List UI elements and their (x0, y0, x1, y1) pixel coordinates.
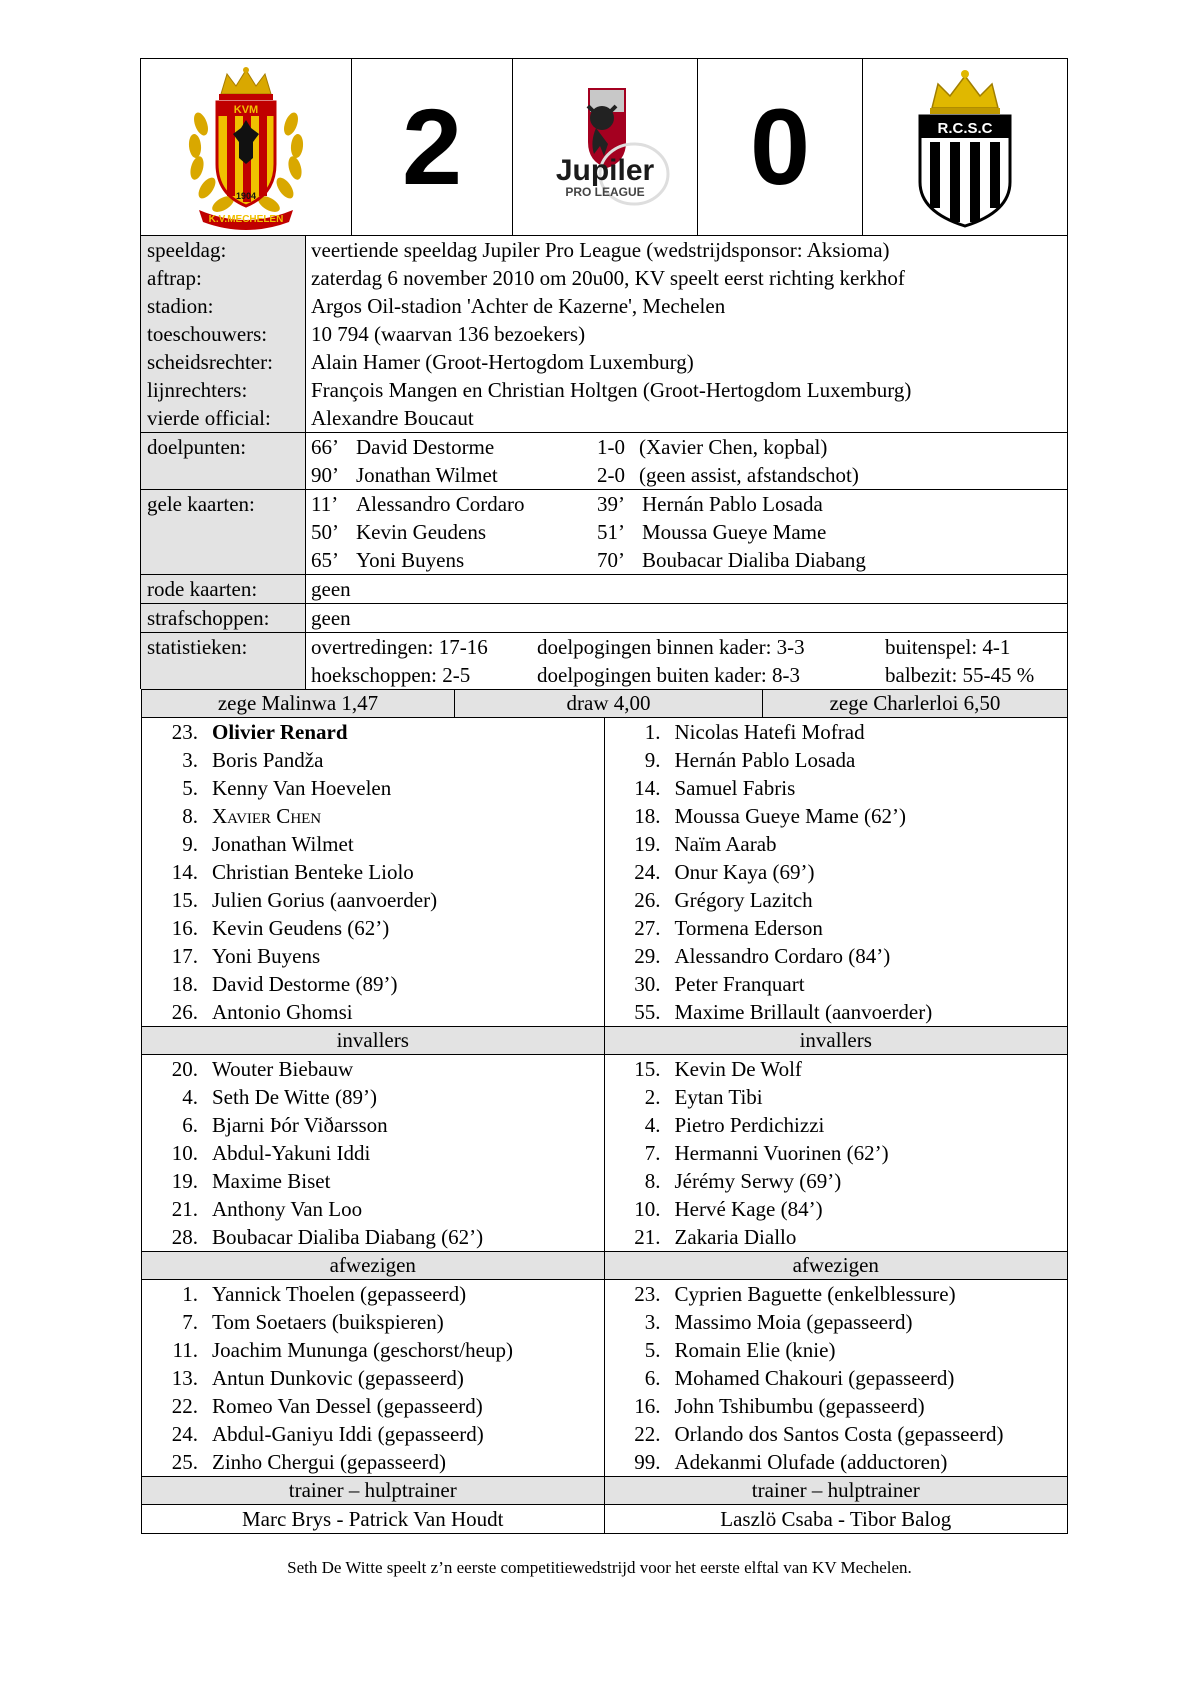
player-row (142, 718, 604, 746)
home-logo-initials: KVM (233, 104, 259, 116)
player-name: Bjarni Þór Viðarsson (212, 1113, 388, 1137)
yellow-cards-label: gele kaarten: (141, 490, 306, 574)
info-labels (141, 236, 306, 432)
away-subs-heading: invallers (799, 1028, 872, 1052)
player-name: Boubacar Dialiba Diabang (62’) (212, 1225, 484, 1249)
absent-header (142, 1251, 1067, 1280)
player-row (142, 858, 604, 886)
player-row (605, 1083, 1068, 1111)
player-number: 5. (182, 776, 198, 800)
player-row (605, 1392, 1068, 1420)
betting-odds (141, 689, 1068, 718)
goal-score: 1-0 (597, 435, 625, 459)
away-score-cell (698, 59, 863, 235)
card-minute: 70’ (597, 548, 625, 572)
card-player: Boubacar Dialiba Diabang (642, 548, 866, 572)
player-number: 4. (182, 1085, 198, 1109)
player-row (142, 970, 604, 998)
player-row (142, 1364, 604, 1392)
player-name: Massimo Moia (gepasseerd) (674, 1310, 913, 1334)
player-row (605, 1167, 1068, 1195)
player-name: Adekanmi Olufade (adductoren) (674, 1450, 948, 1474)
player-name: Joachim Mununga (geschorst/heup) (212, 1338, 513, 1362)
player-name: Abdul-Yakuni Iddi (212, 1141, 371, 1165)
player-number: 9. (182, 832, 198, 856)
rcsc-charleroi-logo (910, 64, 1020, 230)
player-name: Anthony Van Loo (212, 1197, 363, 1221)
stat-shots-on-target: doelpogingen binnen kader: 3-3 (537, 635, 805, 659)
player-name: Grégory Lazitch (674, 888, 813, 912)
player-row (605, 1420, 1068, 1448)
player-row (142, 830, 604, 858)
player-number: 23. (171, 720, 198, 744)
player-row (605, 1139, 1068, 1167)
player-number: 30. (634, 972, 661, 996)
player-row (605, 1448, 1068, 1476)
home-logo-cell (141, 59, 352, 235)
player-number: 7. (182, 1310, 198, 1334)
player-number: 24. (171, 1422, 198, 1446)
player-row (605, 942, 1068, 970)
player-number: 14. (634, 776, 661, 800)
goal-scorer: Jonathan Wilmet (356, 463, 498, 487)
player-row (605, 802, 1068, 830)
stat-shots-off-target: doelpogingen buiten kader: 8-3 (537, 663, 801, 687)
goal-minute: 66’ (311, 435, 339, 459)
value-aftrap: zaterdag 6 november 2010 om 20u00, KV speelt eerst richting kerkhof (311, 266, 905, 290)
player-number: 5. (644, 1338, 661, 1362)
footnote: Seth De Witte speelt z’n eerste competitiewedstrijd voor het eerste elftal van KV Mechelen. (287, 1558, 912, 1577)
match-report-sheet (140, 58, 1068, 1534)
card-minute: 11’ (311, 492, 339, 516)
player-name: Yannick Thoelen (gepasseerd) (212, 1282, 467, 1306)
absentees (142, 1280, 1067, 1476)
penalties-section (141, 604, 1067, 633)
player-row (142, 746, 604, 774)
player-row (605, 1280, 1068, 1308)
player-name: David Destorme (89’) (212, 972, 398, 996)
player-row (142, 1055, 604, 1083)
value-toeschouwers: 10 794 (waarvan 136 bezoekers) (311, 322, 586, 346)
player-number: 7. (644, 1141, 661, 1165)
player-row (142, 774, 604, 802)
player-number: 25. (171, 1450, 198, 1474)
player-number: 20. (171, 1057, 198, 1081)
goals-list (306, 433, 1067, 489)
player-name: Zakaria Diallo (674, 1225, 797, 1249)
player-row (605, 1111, 1068, 1139)
player-number: 23. (634, 1282, 661, 1306)
stat-offside: buitenspel: 4-1 (885, 635, 1011, 659)
home-logo-name: K.V.MECHELEN (208, 214, 284, 225)
player-row (142, 1167, 604, 1195)
player-number: 10. (171, 1141, 198, 1165)
away-subs (605, 1055, 1068, 1251)
value-lijnrechters: François Mangen en Christian Holtgen (Groot-Hertogdom Luxemburg) (311, 378, 912, 402)
player-number: 26. (634, 888, 661, 912)
player-row (142, 1336, 604, 1364)
player-name: Zinho Chergui (gepasseerd) (212, 1450, 447, 1474)
player-row (142, 1420, 604, 1448)
goals-section (141, 433, 1067, 490)
player-name: Julien Gorius (aanvoerder) (212, 888, 438, 912)
yellow-card-row (311, 490, 1067, 518)
player-row (605, 998, 1068, 1026)
home-trainers: Marc Brys - Patrick Van Houdt (142, 1505, 605, 1533)
label-stadion: stadion: (147, 294, 214, 318)
player-number: 21. (171, 1197, 198, 1221)
player-number: 18. (171, 972, 198, 996)
player-row (142, 1280, 604, 1308)
player-number: 28. (171, 1225, 198, 1249)
player-number: 4. (644, 1113, 661, 1137)
yellow-cards-list (306, 490, 1067, 574)
player-row (605, 1364, 1068, 1392)
player-number: 3. (182, 748, 198, 772)
player-name: Kevin De Wolf (674, 1057, 802, 1081)
lineups (141, 718, 1068, 1534)
player-name: Wouter Biebauw (212, 1057, 354, 1081)
away-trainers: Laszlö Csaba - Tibor Balog (720, 1507, 952, 1531)
player-name: Maxime Brillault (aanvoerder) (674, 1000, 933, 1024)
player-name: Alessandro Cordaro (84’) (674, 944, 891, 968)
away-absent-heading: afwezigen (792, 1253, 879, 1277)
goal-minute: 90’ (311, 463, 339, 487)
player-name: Yoni Buyens (212, 944, 321, 968)
card-minute: 65’ (311, 548, 339, 572)
player-name: Jonathan Wilmet (212, 832, 354, 856)
player-number: 29. (634, 944, 661, 968)
player-number: 26. (171, 1000, 198, 1024)
player-name: Samuel Fabris (674, 776, 796, 800)
player-row (605, 1223, 1068, 1251)
player-number: 6. (182, 1113, 198, 1137)
player-number: 9. (644, 748, 661, 772)
player-number: 16. (171, 916, 198, 940)
value-scheidsrechter: Alain Hamer (Groot-Hertogdom Luxemburg) (311, 350, 694, 374)
player-name: Christian Benteke Liolo (212, 860, 414, 884)
card-player: Hernán Pablo Losada (642, 492, 823, 516)
home-subs (142, 1055, 605, 1251)
label-vierde-official: vierde official: (147, 406, 271, 430)
home-absent (142, 1280, 605, 1476)
label-toeschouwers: toeschouwers: (147, 322, 268, 346)
substitutes (142, 1055, 1067, 1251)
player-name: Olivier Renard (212, 720, 348, 744)
player-row (605, 1308, 1068, 1336)
player-name: Onur Kaya (69’) (674, 860, 815, 884)
label-speeldag: speeldag: (147, 238, 227, 262)
player-number: 1. (182, 1282, 198, 1306)
player-name: Jérémy Serwy (69’) (674, 1169, 842, 1193)
goal-scorer: David Destorme (356, 435, 495, 459)
subs-header (142, 1026, 1067, 1055)
stats-label: statistieken: (141, 633, 306, 689)
player-name: John Tshibumbu (gepasseerd) (674, 1394, 925, 1418)
stats-row (311, 633, 1067, 661)
player-row (142, 1308, 604, 1336)
player-name: Xavier Chen (212, 804, 322, 828)
label-lijnrechters: lijnrechters: (147, 378, 248, 402)
player-name: Pietro Perdichizzi (674, 1113, 825, 1137)
player-row (605, 830, 1068, 858)
starting-lineups (142, 718, 1067, 1026)
stats-values (306, 633, 1067, 689)
goal-score: 2-0 (597, 463, 625, 487)
stat-possession: balbezit: 55-45 % (885, 663, 1035, 687)
player-name: Cyprien Baguette (enkelblessure) (674, 1282, 956, 1306)
red-cards-section (141, 575, 1067, 604)
player-row (142, 998, 604, 1026)
player-row (605, 914, 1068, 942)
player-row (605, 746, 1068, 774)
match-info (140, 236, 1068, 689)
away-logo-initials: R.C.S.C (937, 120, 993, 137)
player-row (605, 858, 1068, 886)
player-name: Antonio Ghomsi (212, 1000, 353, 1024)
red-cards-value: geen (311, 577, 351, 601)
card-minute: 51’ (597, 520, 625, 544)
home-score-cell (352, 59, 513, 235)
player-name: Moussa Gueye Mame (62’) (674, 804, 907, 828)
player-number: 2. (644, 1085, 661, 1109)
goals-label: doelpunten: (141, 433, 306, 489)
player-number: 99. (634, 1450, 661, 1474)
player-name: Antun Dunkovic (gepasseerd) (212, 1366, 464, 1390)
league-logo-cell (513, 59, 698, 235)
player-number: 6. (644, 1366, 661, 1390)
player-name: Tormena Ederson (674, 916, 823, 940)
away-trainer-heading: trainer – hulptrainer (751, 1478, 920, 1502)
player-row (605, 1055, 1068, 1083)
value-vierde-official: Alexandre Boucaut (311, 406, 474, 430)
player-name: Hervé Kage (84’) (674, 1197, 823, 1221)
goal-detail: (geen assist, afstandschot) (639, 463, 859, 487)
player-name: Peter Franquart (674, 972, 805, 996)
away-score: 0 (749, 86, 811, 207)
player-row (142, 1083, 604, 1111)
card-player: Alessandro Cordaro (356, 492, 525, 516)
away-absent (605, 1280, 1068, 1476)
player-name: Seth De Witte (89’) (212, 1085, 377, 1109)
player-name: Hermanni Vuorinen (62’) (674, 1141, 889, 1165)
label-scheidsrechter: scheidsrechter: (147, 350, 273, 374)
penalties-value: geen (311, 606, 351, 630)
player-number: 21. (634, 1225, 661, 1249)
player-row (142, 886, 604, 914)
player-number: 15. (171, 888, 198, 912)
player-name: Orlando dos Santos Costa (gepasseerd) (674, 1422, 1004, 1446)
player-row (605, 774, 1068, 802)
card-player: Moussa Gueye Mame (642, 520, 827, 544)
trainer-header (142, 1476, 1067, 1505)
home-score: 2 (401, 86, 463, 207)
value-speeldag: veertiende speeldag Jupiler Pro League (wedstrijdsponsor: Aksioma) (311, 238, 890, 262)
card-player: Yoni Buyens (356, 548, 465, 572)
player-number: 14. (171, 860, 198, 884)
stats-row (311, 661, 1067, 689)
player-name: Kevin Geudens (62’) (212, 916, 390, 940)
player-row (142, 802, 604, 830)
odds-draw: draw 4,00 (455, 690, 763, 717)
player-row (605, 886, 1068, 914)
player-name: Kenny Van Hoevelen (212, 776, 392, 800)
player-row (142, 1195, 604, 1223)
penalties-label: strafschoppen: (141, 604, 306, 632)
goal-row (311, 433, 1067, 461)
trainers-row (142, 1505, 1067, 1533)
card-minute: 39’ (597, 492, 625, 516)
label-aftrap: aftrap: (147, 266, 202, 290)
player-row (605, 970, 1068, 998)
player-number: 8. (644, 1169, 661, 1193)
player-name: Mohamed Chakouri (gepasseerd) (674, 1366, 955, 1390)
away-lineup (605, 718, 1068, 1026)
red-cards-label: rode kaarten: (141, 575, 306, 603)
player-row (142, 1111, 604, 1139)
player-number: 1. (644, 720, 661, 744)
player-number: 13. (171, 1366, 198, 1390)
player-name: Abdul-Ganiyu Iddi (gepasseerd) (212, 1422, 484, 1446)
info-values (306, 236, 1067, 432)
home-absent-heading: afwezigen (142, 1252, 605, 1279)
info-general (141, 236, 1067, 433)
player-number: 55. (634, 1000, 661, 1024)
goal-row (311, 461, 1067, 489)
jupiler-pro-league-logo (530, 72, 680, 222)
player-name: Maxime Biset (212, 1169, 331, 1193)
home-logo-year: 1904 (235, 191, 257, 201)
player-number: 16. (634, 1394, 661, 1418)
player-row (142, 942, 604, 970)
player-name: Boris Pandža (212, 748, 324, 772)
player-number: 19. (634, 832, 661, 856)
player-row (142, 1392, 604, 1420)
player-row (605, 1195, 1068, 1223)
player-number: 17. (171, 944, 198, 968)
player-name: Tom Soetaers (buikspieren) (212, 1310, 444, 1334)
stat-fouls: overtredingen: 17-16 (311, 635, 488, 659)
stats-section (141, 633, 1067, 689)
home-trainer-heading: trainer – hulptrainer (142, 1477, 605, 1504)
away-logo-cell (863, 59, 1067, 235)
player-row (605, 718, 1068, 746)
league-logo-sub: PRO LEAGUE (565, 185, 645, 199)
value-stadion: Argos Oil-stadion 'Achter de Kazerne', Mechelen (311, 294, 726, 318)
kv-mechelen-logo (181, 64, 311, 230)
player-number: 22. (634, 1422, 661, 1446)
player-number: 15. (634, 1057, 661, 1081)
card-minute: 50’ (311, 520, 339, 544)
player-row (142, 1223, 604, 1251)
yellow-card-row (311, 546, 1067, 574)
yellow-cards-section (141, 490, 1067, 575)
league-logo-brand: Jupiler (555, 154, 655, 187)
player-number: 22. (171, 1394, 198, 1418)
player-row (142, 1139, 604, 1167)
player-name: Nicolas Hatefi Mofrad (674, 720, 865, 744)
player-number: 8. (182, 804, 198, 828)
player-number: 19. (171, 1169, 198, 1193)
stat-corners: hoekschoppen: 2-5 (311, 663, 471, 687)
player-number: 11. (172, 1338, 198, 1362)
player-number: 24. (634, 860, 661, 884)
player-number: 18. (634, 804, 661, 828)
player-name: Romain Elie (knie) (674, 1338, 836, 1362)
player-number: 3. (644, 1310, 661, 1334)
player-row (605, 1336, 1068, 1364)
card-player: Kevin Geudens (356, 520, 487, 544)
goal-detail: (Xavier Chen, kopbal) (639, 435, 828, 459)
player-name: Naïm Aarab (674, 832, 777, 856)
odds-home: zege Malinwa 1,47 (142, 690, 455, 717)
player-number: 27. (634, 916, 661, 940)
player-name: Hernán Pablo Losada (674, 748, 856, 772)
player-name: Eytan Tibi (674, 1085, 763, 1109)
home-lineup (142, 718, 605, 1026)
score-header (140, 58, 1068, 236)
player-row (142, 1448, 604, 1476)
odds-away: zege Charlerloi 6,50 (829, 691, 1001, 715)
yellow-card-row (311, 518, 1067, 546)
player-name: Romeo Van Dessel (gepasseerd) (212, 1394, 483, 1418)
player-number: 10. (634, 1197, 661, 1221)
player-row (142, 914, 604, 942)
home-subs-heading: invallers (142, 1027, 605, 1054)
